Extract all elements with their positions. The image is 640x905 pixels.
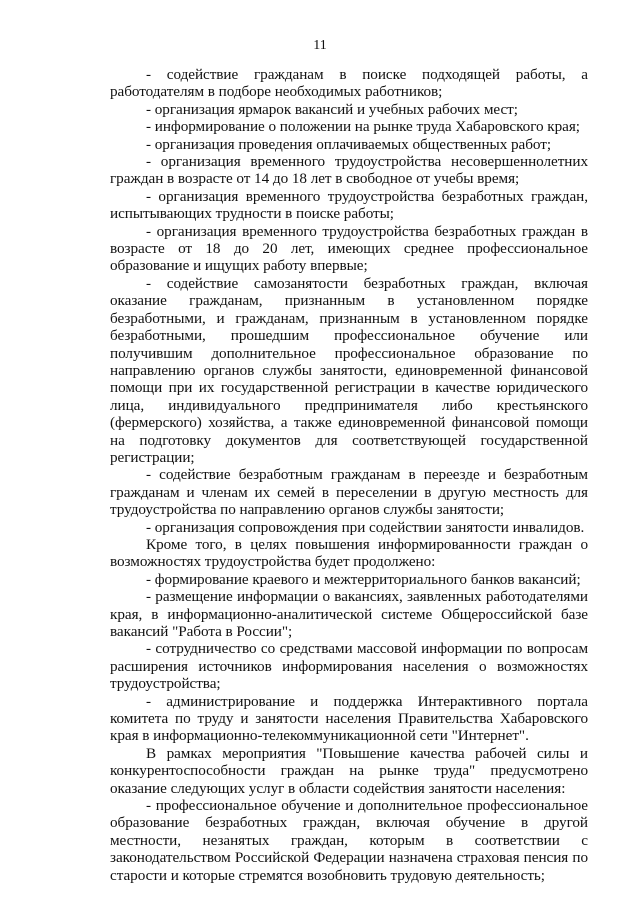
paragraph: - формирование краевого и межтерриториального банков вакансий; (146, 570, 581, 588)
paragraph: - организация временного трудоустройства безработных граждан, испытывающих трудности в поиске работы; (110, 187, 588, 223)
paragraph: - организация временного трудоустройства безработных граждан в возрасте от 18 до 20 лет, имеющих среднее профессиональное образование и ищущих работу впервые; (110, 222, 588, 275)
paragraph: - размещение информации о вакансиях, заявленных работодателями края, в информационно-аналитической системе Общероссийской базе вакансий "Работа в России"; (110, 588, 588, 640)
paragraph: Кроме того, в целях повышения информированности граждан о возможностях трудоустройства будет продолжено: (110, 535, 588, 571)
paragraph: В рамках мероприятия "Повышение качества рабочей силы и конкурентоспособности граждан на рынке труда" предусмотрено оказание следующих услуг в области содействия занятости населения: (110, 744, 588, 797)
page-number: 11 (313, 38, 327, 53)
paragraph: - содействие самозанятости безработных граждан, включая оказание гражданам, признанным в установленном порядке безработными, и гражданам, признанным в установленном порядке безработными, прошедшим профессиональное обучение или получившим дополнительное профессиональное образование по направлению органов службы занятости, единовременной финансовой помощи при их государственной регистрации в качестве юридического лица, индивидуального предпринимателя либо крестьянского (фермерского) хозяйства, а также единовременной финансовой помощи на подготовку документов для соответствующей государственной регистрации; (110, 274, 588, 466)
paragraph: - организация проведения оплачиваемых общественных работ; (146, 135, 551, 153)
paragraph: - профессиональное обучение и дополнительное профессиональное образование безработных граждан, включая обучение в другой местности, незанятых граждан, которым в соответствии с законодательством Российской Федерации назначена страховая пенсия по старости и которые стремятся возобновить трудовую деятельность; (110, 797, 588, 884)
paragraph: - сотрудничество со средствами массовой информации по вопросам расширения источников информирования населения о возможностях трудоустройства; (110, 640, 588, 693)
paragraph: - организация сопровождения при содействии занятости инвалидов. (146, 518, 585, 536)
paragraph: - информирование о положении на рынке труда Хабаровского края; (146, 118, 580, 136)
paragraph: - содействие безработным гражданам в переезде и безработным гражданам и членам их семей в переселении в другую местность для трудоустройства по направлению органов службы занятости; (110, 466, 588, 519)
paragraph: - организация временного трудоустройства несовершеннолетних граждан в возрасте от 14 до 18 лет в свободное от учебы время; (110, 153, 588, 188)
paragraph: - администрирование и поддержка Интерактивного портала комитета по труду и занятости населения Правительства Хабаровского края в информационно-телекоммуникационной сети "Интернет". (110, 692, 588, 745)
paragraph: - содействие гражданам в поиске подходящей работы, а работодателям в подборе необходимых работников; (110, 66, 588, 101)
document-body (110, 66, 588, 884)
paragraph: - организация ярмарок вакансий и учебных рабочих мест; (146, 100, 518, 118)
